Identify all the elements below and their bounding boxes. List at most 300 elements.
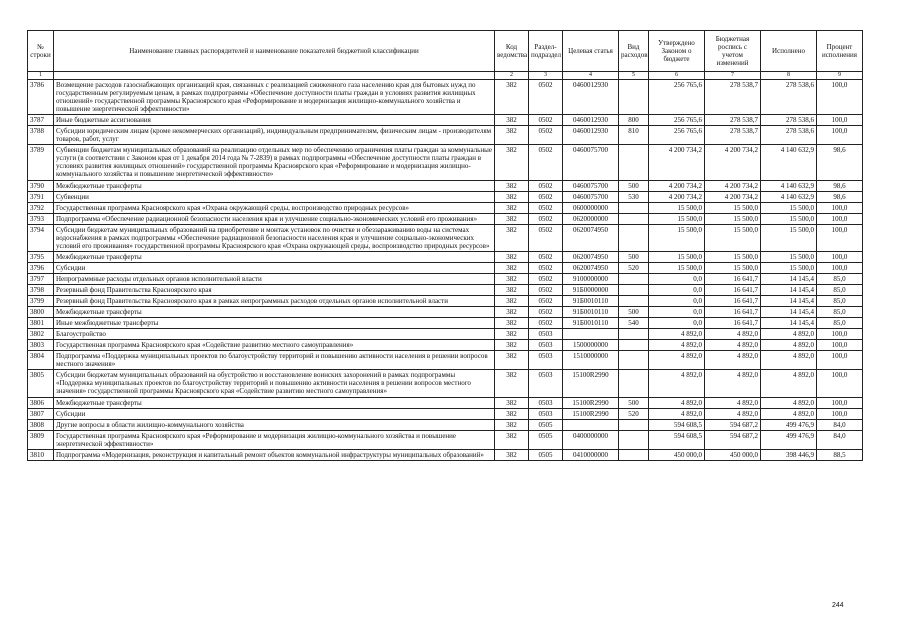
row-name: Межбюджетные трансферты [54, 180, 495, 191]
col-number: 5 [619, 72, 649, 80]
row-exp-type: 800 [619, 115, 649, 126]
row-target: 0620000000 [563, 213, 619, 224]
row-dept-code: 382 [495, 408, 529, 419]
table-row [28, 370, 863, 397]
row-dept-code: 382 [495, 145, 529, 180]
row-revised: 4 200 734,2 [705, 180, 761, 191]
row-number: 3809 [28, 430, 54, 449]
row-section: 0502 [529, 307, 563, 318]
col-number [54, 72, 495, 80]
row-exp-type: 520 [619, 408, 649, 419]
row-exp-type [619, 80, 649, 115]
row-dept-code: 382 [495, 370, 529, 397]
row-percent: 85,0 [817, 284, 863, 295]
header-row [28, 31, 863, 72]
row-number: 3790 [28, 180, 54, 191]
row-executed: 14 145,4 [761, 273, 817, 284]
row-executed: 14 145,4 [761, 318, 817, 329]
row-number: 3799 [28, 296, 54, 307]
row-target: 0460075700 [563, 180, 619, 191]
row-section: 0502 [529, 251, 563, 262]
row-section: 0502 [529, 202, 563, 213]
row-executed: 14 145,4 [761, 307, 817, 318]
col-number: 3 [529, 72, 563, 80]
row-approved: 4 892,0 [649, 340, 705, 351]
table-row [28, 251, 863, 262]
row-target: 0460012930 [563, 115, 619, 126]
column-numbers-row [28, 72, 863, 80]
row-name: Подпрограмма «Модернизация, реконструкция и капитальный ремонт объектов коммунальной инфраструктуры муниципальных образований» [54, 449, 495, 460]
row-exp-type: 500 [619, 307, 649, 318]
row-dept-code: 382 [495, 126, 529, 145]
row-approved: 4 200 734,2 [649, 145, 705, 180]
row-percent: 100,0 [817, 262, 863, 273]
table-row [28, 180, 863, 191]
table-row [28, 408, 863, 419]
header-section: Раздел-подраздел [529, 31, 563, 72]
row-exp-type [619, 449, 649, 460]
row-target: 1500000000 [563, 340, 619, 351]
row-executed: 15 500,0 [761, 262, 817, 273]
row-number: 3794 [28, 224, 54, 251]
row-name: Межбюджетные трансферты [54, 307, 495, 318]
row-name: Непрограммные расходы отдельных органов исполнительной власти [54, 273, 495, 284]
row-executed: 4 140 632,9 [761, 145, 817, 180]
row-executed: 4 892,0 [761, 329, 817, 340]
row-dept-code: 382 [495, 191, 529, 202]
row-number: 3802 [28, 329, 54, 340]
row-percent: 100,0 [817, 351, 863, 370]
row-number: 3787 [28, 115, 54, 126]
row-revised: 594 687,2 [705, 419, 761, 430]
header-row-no: № строки [28, 31, 54, 72]
row-dept-code: 382 [495, 318, 529, 329]
row-dept-code: 382 [495, 340, 529, 351]
table-row [28, 296, 863, 307]
row-number: 3808 [28, 419, 54, 430]
row-section: 0502 [529, 115, 563, 126]
row-target: 0620074950 [563, 224, 619, 251]
row-section: 0502 [529, 296, 563, 307]
row-section: 0502 [529, 273, 563, 284]
row-percent: 100,0 [817, 115, 863, 126]
row-name: Государственная программа Красноярского края «Охрана окружающей среды, воспроизводство природных ресурсов» [54, 202, 495, 213]
header-target: Целевая статья [563, 31, 619, 72]
row-section: 0502 [529, 80, 563, 115]
row-percent: 84,0 [817, 419, 863, 430]
row-target [563, 419, 619, 430]
table-row [28, 449, 863, 460]
row-executed: 4 892,0 [761, 351, 817, 370]
row-section: 0505 [529, 449, 563, 460]
row-dept-code: 382 [495, 224, 529, 251]
table-row [28, 273, 863, 284]
row-target: 0460075700 [563, 191, 619, 202]
table-row [28, 202, 863, 213]
row-section: 0503 [529, 370, 563, 397]
row-name: Межбюджетные трансферты [54, 397, 495, 408]
row-executed: 15 500,0 [761, 251, 817, 262]
row-exp-type [619, 351, 649, 370]
row-exp-type [619, 296, 649, 307]
row-name: Субсидии юридическим лицам (кроме некоммерческих организаций), индивидуальным предпринимателям, физическим лицам - производителям товаров, работ, услуг [54, 126, 495, 145]
budget-report-page [27, 30, 862, 461]
row-target: 91Б0010110 [563, 318, 619, 329]
col-number: 9 [817, 72, 863, 80]
col-number: 8 [761, 72, 817, 80]
row-target: 9100000000 [563, 273, 619, 284]
row-name: Субсидии [54, 408, 495, 419]
row-percent: 100,0 [817, 80, 863, 115]
row-approved: 0,0 [649, 318, 705, 329]
row-exp-type [619, 224, 649, 251]
row-revised: 594 687,2 [705, 430, 761, 449]
row-dept-code: 382 [495, 115, 529, 126]
row-percent: 100,0 [817, 224, 863, 251]
table-row [28, 115, 863, 126]
row-number: 3798 [28, 284, 54, 295]
row-revised: 450 000,0 [705, 449, 761, 460]
header-executed: Исполнено [761, 31, 817, 72]
row-executed: 4 892,0 [761, 408, 817, 419]
row-dept-code: 382 [495, 430, 529, 449]
row-approved: 0,0 [649, 307, 705, 318]
row-name: Государственная программа Красноярского края «Содействие развитию местного самоуправления» [54, 340, 495, 351]
row-percent: 100,0 [817, 397, 863, 408]
row-exp-type: 500 [619, 180, 649, 191]
row-executed: 499 476,9 [761, 430, 817, 449]
row-approved: 15 500,0 [649, 213, 705, 224]
row-revised: 4 892,0 [705, 397, 761, 408]
header-revised: Бюджетная роспись с учетом изменений [705, 31, 761, 72]
row-name: Возмещение расходов газоснабжающих организаций края, связанных с реализацией сжиженного газа населению края для бытовых нужд по государственным регулируемым ценам, в рамках подпрограммы «Обеспечение доступности платы граждан в условиях развития жилищных отношений» государственной программы Красноярского края «Реформирование и модернизация жилищно-коммунального хозяйства и повышение энергетической эффективности» [54, 80, 495, 115]
row-revised: 4 892,0 [705, 351, 761, 370]
row-revised: 4 892,0 [705, 340, 761, 351]
row-percent: 100,0 [817, 202, 863, 213]
row-name: Иные межбюджетные трансферты [54, 318, 495, 329]
row-approved: 4 892,0 [649, 408, 705, 419]
row-executed: 15 500,0 [761, 213, 817, 224]
row-exp-type: 520 [619, 262, 649, 273]
row-percent: 85,0 [817, 296, 863, 307]
row-approved: 4 892,0 [649, 370, 705, 397]
page-number: 244 [832, 602, 844, 609]
row-number: 3810 [28, 449, 54, 460]
header-dept-code: Код ведомства [495, 31, 529, 72]
row-target: 91Б0010110 [563, 296, 619, 307]
table-row [28, 397, 863, 408]
row-approved: 15 500,0 [649, 202, 705, 213]
row-revised: 15 500,0 [705, 262, 761, 273]
budget-table [27, 30, 863, 461]
row-percent: 85,0 [817, 307, 863, 318]
table-row [28, 80, 863, 115]
row-approved: 15 500,0 [649, 251, 705, 262]
row-name: Резервный фонд Правительства Красноярского края в рамках непрограммных расходов отдельных органов исполнительной власти [54, 296, 495, 307]
row-exp-type [619, 202, 649, 213]
row-number: 3797 [28, 273, 54, 284]
row-percent: 100,0 [817, 126, 863, 145]
row-revised: 4 892,0 [705, 329, 761, 340]
row-dept-code: 382 [495, 251, 529, 262]
row-target: 1510000000 [563, 351, 619, 370]
row-revised: 278 538,7 [705, 126, 761, 145]
row-section: 0502 [529, 180, 563, 191]
row-section: 0502 [529, 318, 563, 329]
row-revised: 15 500,0 [705, 202, 761, 213]
row-percent: 100,0 [817, 408, 863, 419]
row-section: 0502 [529, 145, 563, 180]
row-revised: 4 200 734,2 [705, 145, 761, 180]
row-dept-code: 382 [495, 80, 529, 115]
row-percent: 98,6 [817, 145, 863, 180]
row-approved: 4 200 734,2 [649, 180, 705, 191]
row-percent: 100,0 [817, 251, 863, 262]
row-dept-code: 382 [495, 284, 529, 295]
row-section: 0503 [529, 408, 563, 419]
table-row [28, 307, 863, 318]
row-revised: 4 892,0 [705, 370, 761, 397]
row-number: 3803 [28, 340, 54, 351]
row-target: 0620074950 [563, 262, 619, 273]
row-name: Другие вопросы в области жилищно-коммунального хозяйства [54, 419, 495, 430]
table-body [28, 80, 863, 461]
row-dept-code: 382 [495, 262, 529, 273]
row-exp-type [619, 273, 649, 284]
table-row [28, 284, 863, 295]
row-executed: 15 500,0 [761, 202, 817, 213]
header-exp-type: Вид расходов [619, 31, 649, 72]
row-name: Иные бюджетные ассигнования [54, 115, 495, 126]
header-approved: Утверждено Законом о бюджете [649, 31, 705, 72]
row-number: 3800 [28, 307, 54, 318]
row-approved: 256 765,6 [649, 115, 705, 126]
row-dept-code: 382 [495, 419, 529, 430]
row-exp-type [619, 284, 649, 295]
row-target: 15100R2990 [563, 397, 619, 408]
row-approved: 256 765,6 [649, 126, 705, 145]
row-number: 3789 [28, 145, 54, 180]
row-executed: 15 500,0 [761, 224, 817, 251]
col-number: 7 [705, 72, 761, 80]
row-section: 0502 [529, 284, 563, 295]
row-number: 3796 [28, 262, 54, 273]
row-percent: 98,6 [817, 180, 863, 191]
row-executed: 4 140 632,9 [761, 180, 817, 191]
row-target: 0600000000 [563, 202, 619, 213]
row-target: 0620074950 [563, 251, 619, 262]
table-row [28, 419, 863, 430]
row-exp-type: 530 [619, 191, 649, 202]
header-percent: Процент исполнения [817, 31, 863, 72]
row-exp-type: 500 [619, 251, 649, 262]
row-name: Благоустройство [54, 329, 495, 340]
col-number: 4 [563, 72, 619, 80]
row-section: 0502 [529, 191, 563, 202]
col-number: 1 [28, 72, 54, 80]
row-name: Резервный фонд Правительства Красноярского края [54, 284, 495, 295]
row-revised: 15 500,0 [705, 224, 761, 251]
row-dept-code: 382 [495, 449, 529, 460]
table-row [28, 340, 863, 351]
row-target: 0460075700 [563, 145, 619, 180]
table-row [28, 145, 863, 180]
row-executed: 4 892,0 [761, 397, 817, 408]
row-section: 0503 [529, 397, 563, 408]
row-percent: 88,5 [817, 449, 863, 460]
row-section: 0503 [529, 340, 563, 351]
row-number: 3788 [28, 126, 54, 145]
row-approved: 450 000,0 [649, 449, 705, 460]
row-approved: 594 608,5 [649, 419, 705, 430]
row-revised: 15 500,0 [705, 251, 761, 262]
row-name: Межбюджетные трансферты [54, 251, 495, 262]
col-number: 6 [649, 72, 705, 80]
row-target: 0400000000 [563, 430, 619, 449]
row-percent: 98,6 [817, 191, 863, 202]
row-revised: 4 200 734,2 [705, 191, 761, 202]
row-target: 15100R2990 [563, 370, 619, 397]
row-executed: 499 476,9 [761, 419, 817, 430]
row-dept-code: 382 [495, 307, 529, 318]
row-exp-type [619, 329, 649, 340]
table-row [28, 351, 863, 370]
row-approved: 15 500,0 [649, 262, 705, 273]
row-executed: 14 145,4 [761, 284, 817, 295]
row-percent: 85,0 [817, 273, 863, 284]
header-name: Наименование главных распорядителей и наименование показателей бюджетной классификации [54, 31, 495, 72]
row-dept-code: 382 [495, 351, 529, 370]
row-exp-type [619, 430, 649, 449]
row-percent: 84,0 [817, 430, 863, 449]
row-number: 3805 [28, 370, 54, 397]
row-percent: 100,0 [817, 329, 863, 340]
row-number: 3791 [28, 191, 54, 202]
table-row [28, 318, 863, 329]
row-target: 0460012930 [563, 80, 619, 115]
row-name: Субвенции бюджетам муниципальных образований на реализацию отдельных мер по обеспечению ограничения платы граждан за коммунальные услуги (в соответствии с Законом края от 1 декабря 2014 года № 7-2839) в рамках подпрограммы «Обеспечение доступности платы граждан в условиях развития жилищных отношений» государственной программы Красноярского края «Реформирование и модернизация жилищно-коммунального хозяйства и повышение энергетической эффективности» [54, 145, 495, 180]
row-section: 0502 [529, 262, 563, 273]
row-revised: 278 538,7 [705, 80, 761, 115]
table-row [28, 224, 863, 251]
row-exp-type: 540 [619, 318, 649, 329]
row-dept-code: 382 [495, 202, 529, 213]
row-dept-code: 382 [495, 329, 529, 340]
col-number: 2 [495, 72, 529, 80]
row-executed: 278 538,6 [761, 115, 817, 126]
row-revised: 16 641,7 [705, 284, 761, 295]
row-dept-code: 382 [495, 213, 529, 224]
row-name: Субвенции [54, 191, 495, 202]
row-number: 3795 [28, 251, 54, 262]
row-executed: 4 892,0 [761, 370, 817, 397]
row-exp-type [619, 340, 649, 351]
row-percent: 100,0 [817, 340, 863, 351]
row-approved: 4 200 734,2 [649, 191, 705, 202]
row-approved: 0,0 [649, 284, 705, 295]
row-name: Подпрограмма «Обеспечение радиационной безопасности населения края и улучшение социально-экономических условий его проживания» [54, 213, 495, 224]
row-approved: 4 892,0 [649, 397, 705, 408]
row-approved: 256 765,6 [649, 80, 705, 115]
row-section: 0502 [529, 213, 563, 224]
row-revised: 16 641,7 [705, 273, 761, 284]
row-section: 0503 [529, 329, 563, 340]
row-number: 3792 [28, 202, 54, 213]
row-percent: 100,0 [817, 370, 863, 397]
row-number: 3793 [28, 213, 54, 224]
row-name: Государственная программа Красноярского края «Реформирование и модернизация жилищно-коммунального хозяйства и повышение энергетической эффективности» [54, 430, 495, 449]
table-row [28, 191, 863, 202]
row-dept-code: 382 [495, 296, 529, 307]
row-revised: 4 892,0 [705, 408, 761, 419]
row-revised: 16 641,7 [705, 296, 761, 307]
row-exp-type: 810 [619, 126, 649, 145]
row-executed: 4 892,0 [761, 340, 817, 351]
row-approved: 0,0 [649, 273, 705, 284]
row-section: 0503 [529, 351, 563, 370]
row-approved: 0,0 [649, 296, 705, 307]
table-row [28, 126, 863, 145]
row-target: 91Б0000000 [563, 284, 619, 295]
row-number: 3786 [28, 80, 54, 115]
row-number: 3807 [28, 408, 54, 419]
row-section: 0505 [529, 430, 563, 449]
row-exp-type [619, 370, 649, 397]
row-name: Субсидии [54, 262, 495, 273]
row-dept-code: 382 [495, 273, 529, 284]
row-number: 3804 [28, 351, 54, 370]
row-target: 0410000000 [563, 449, 619, 460]
row-revised: 15 500,0 [705, 213, 761, 224]
row-exp-type [619, 213, 649, 224]
row-name: Подпрограмма «Поддержка муниципальных проектов по благоустройству территорий и повышению активности населения в решении вопросов местного значения» [54, 351, 495, 370]
row-target: 15100R2990 [563, 408, 619, 419]
row-name: Субсидии бюджетам муниципальных образований на обустройство и восстановление воинских захоронений в рамках подпрограммы «Поддержка муниципальных проектов по благоустройству территорий и повышению активности населения в решении вопросов местного значения» государственной программы Красноярского края «Содействие развитию местного самоуправления» [54, 370, 495, 397]
row-section: 0505 [529, 419, 563, 430]
table-row [28, 262, 863, 273]
row-target: 91Б0010110 [563, 307, 619, 318]
row-revised: 278 538,7 [705, 115, 761, 126]
row-exp-type [619, 419, 649, 430]
row-number: 3801 [28, 318, 54, 329]
row-number: 3806 [28, 397, 54, 408]
row-section: 0502 [529, 126, 563, 145]
row-approved: 15 500,0 [649, 224, 705, 251]
row-revised: 16 641,7 [705, 307, 761, 318]
table-row [28, 430, 863, 449]
row-target: 0460012930 [563, 126, 619, 145]
row-percent: 100,0 [817, 213, 863, 224]
row-revised: 16 641,7 [705, 318, 761, 329]
row-executed: 4 140 632,9 [761, 191, 817, 202]
row-executed: 398 446,9 [761, 449, 817, 460]
row-exp-type: 500 [619, 397, 649, 408]
row-dept-code: 382 [495, 397, 529, 408]
row-executed: 278 538,6 [761, 126, 817, 145]
row-approved: 594 608,5 [649, 430, 705, 449]
row-executed: 14 145,4 [761, 296, 817, 307]
row-executed: 278 538,6 [761, 80, 817, 115]
row-approved: 4 892,0 [649, 329, 705, 340]
row-dept-code: 382 [495, 180, 529, 191]
row-approved: 4 892,0 [649, 351, 705, 370]
row-target [563, 329, 619, 340]
row-exp-type [619, 145, 649, 180]
row-section: 0502 [529, 224, 563, 251]
row-percent: 85,0 [817, 318, 863, 329]
table-row [28, 329, 863, 340]
row-name: Субсидии бюджетам муниципальных образований на приобретение и монтаж установок по очистке и обеззараживанию воды на системах водоснабжения в рамках подпрограммы «Обеспечение радиационной безопасности населения края и улучшение социально-экономических условий его проживания» государственной программы Красноярского края «Охрана окружающей среды, воспроизводство природных ресурсов» [54, 224, 495, 251]
